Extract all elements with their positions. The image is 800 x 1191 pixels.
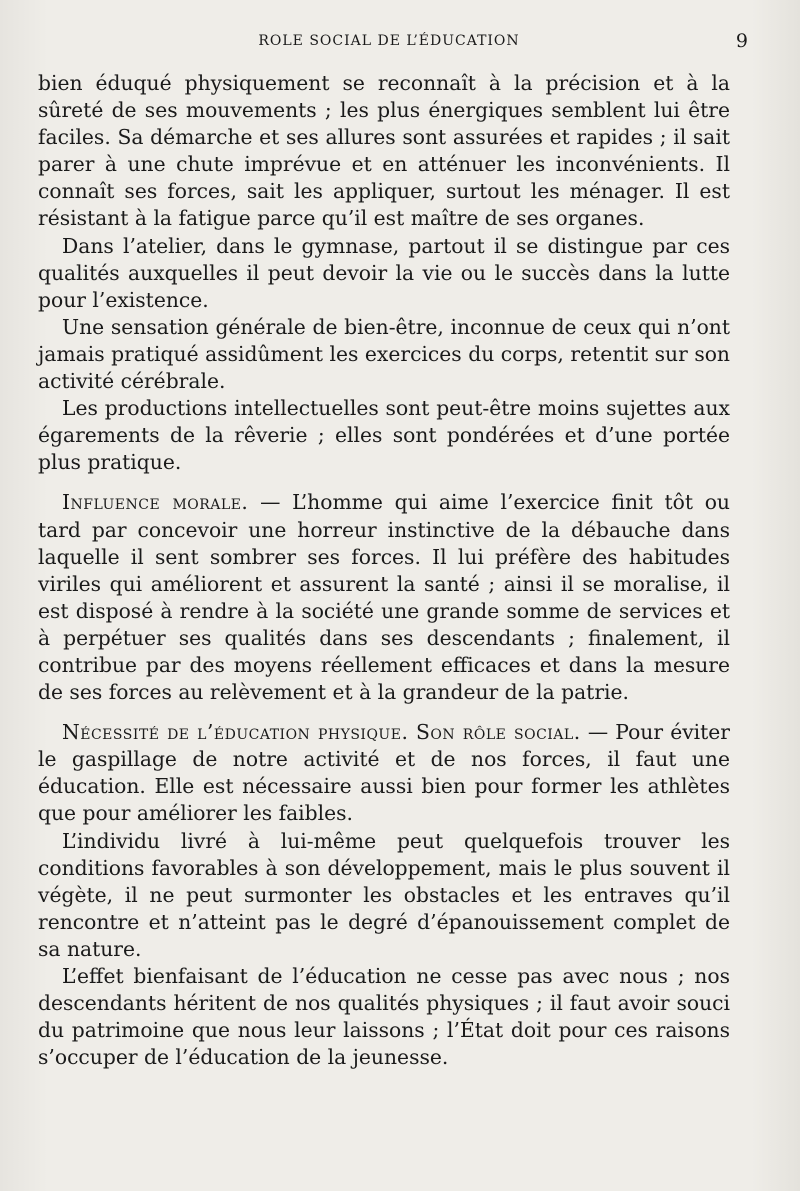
running-title: ROLE SOCIAL DE L’ÉDUCATION <box>258 33 520 49</box>
section-heading: Nécessité de l’éducation physique. Son rôle social. <box>62 720 581 745</box>
body-text <box>38 70 730 1071</box>
section-heading: Influence morale. <box>62 490 249 515</box>
paragraph-text: — Pour éviter le gaspillage de notre activité et de nos forces, il faut une éducation. Elle est nécessaire aussi bien pour former les athlètes que pour améliorer les faibles. <box>38 720 730 826</box>
running-header <box>38 30 748 56</box>
paragraph: Une sensation générale de bien-être, inconnue de ceux qui n’ont jamais pratiqué assidûment les exercices du corps, retentit sur son activité cérébrale. <box>38 314 730 394</box>
page-number: 9 <box>735 30 748 52</box>
paragraph: Les productions intellectuelles sont peut-être moins sujettes aux égarements de la rêverie ; elles sont pondérées et d’une portée plus pratique. <box>38 396 730 475</box>
paragraph-text: — L’homme qui aime l’exercice finit tôt ou tard par concevoir une horreur instinctive de la débauche dans laquelle il sent sombrer ses forces. Il lui préfère des habitudes viriles qui améliorent et assurent la santé ; ainsi il se moralise, il est disposé à rendre à la société une grande somme de services et à perpétuer ses qualités dans ses descendants ; finalement, il contribue par des moyens réellement efficaces et dans la mesure de ses forces au relèvement et à la grandeur de la patrie. <box>38 490 730 705</box>
section-paragraph <box>38 719 730 827</box>
paragraph: bien éduqué physiquement se reconnaît à la précision et à la sûreté de ses mouvements ; les plus énergiques semblent lui être faciles. Sa démarche et ses allures sont assurées et rapides ; il sait parer à une chute imprévue et en atténuer les inconvénients. Il connaît ses forces, sait les appliquer, surtout les ménager. Il est résistant à la fatigue parce qu’il est maître de ses organes. <box>38 71 730 231</box>
paragraph: L’effet bienfaisant de l’éducation ne cesse pas avec nous ; nos descendants héritent de nos qualités physiques ; il faut avoir souci du patrimoine que nous leur laissons ; l’État doit pour ces raisons s’occuper de l’éducation de la jeunesse. <box>38 964 730 1070</box>
paragraph: L’individu livré à lui-même peut quelquefois trouver les conditions favorables à son développement, mais le plus souvent il végète, il ne peut surmonter les obstacles et les entraves qu’il rencontre et n’atteint pas le degré d’épanouissement complet de sa nature. <box>38 828 730 961</box>
paragraph: Dans l’atelier, dans le gymnase, partout il se distingue par ces qualités auxquelles il peut devoir la vie ou le succès dans la lutte pour l’existence. <box>38 233 730 312</box>
section-paragraph <box>38 489 730 706</box>
